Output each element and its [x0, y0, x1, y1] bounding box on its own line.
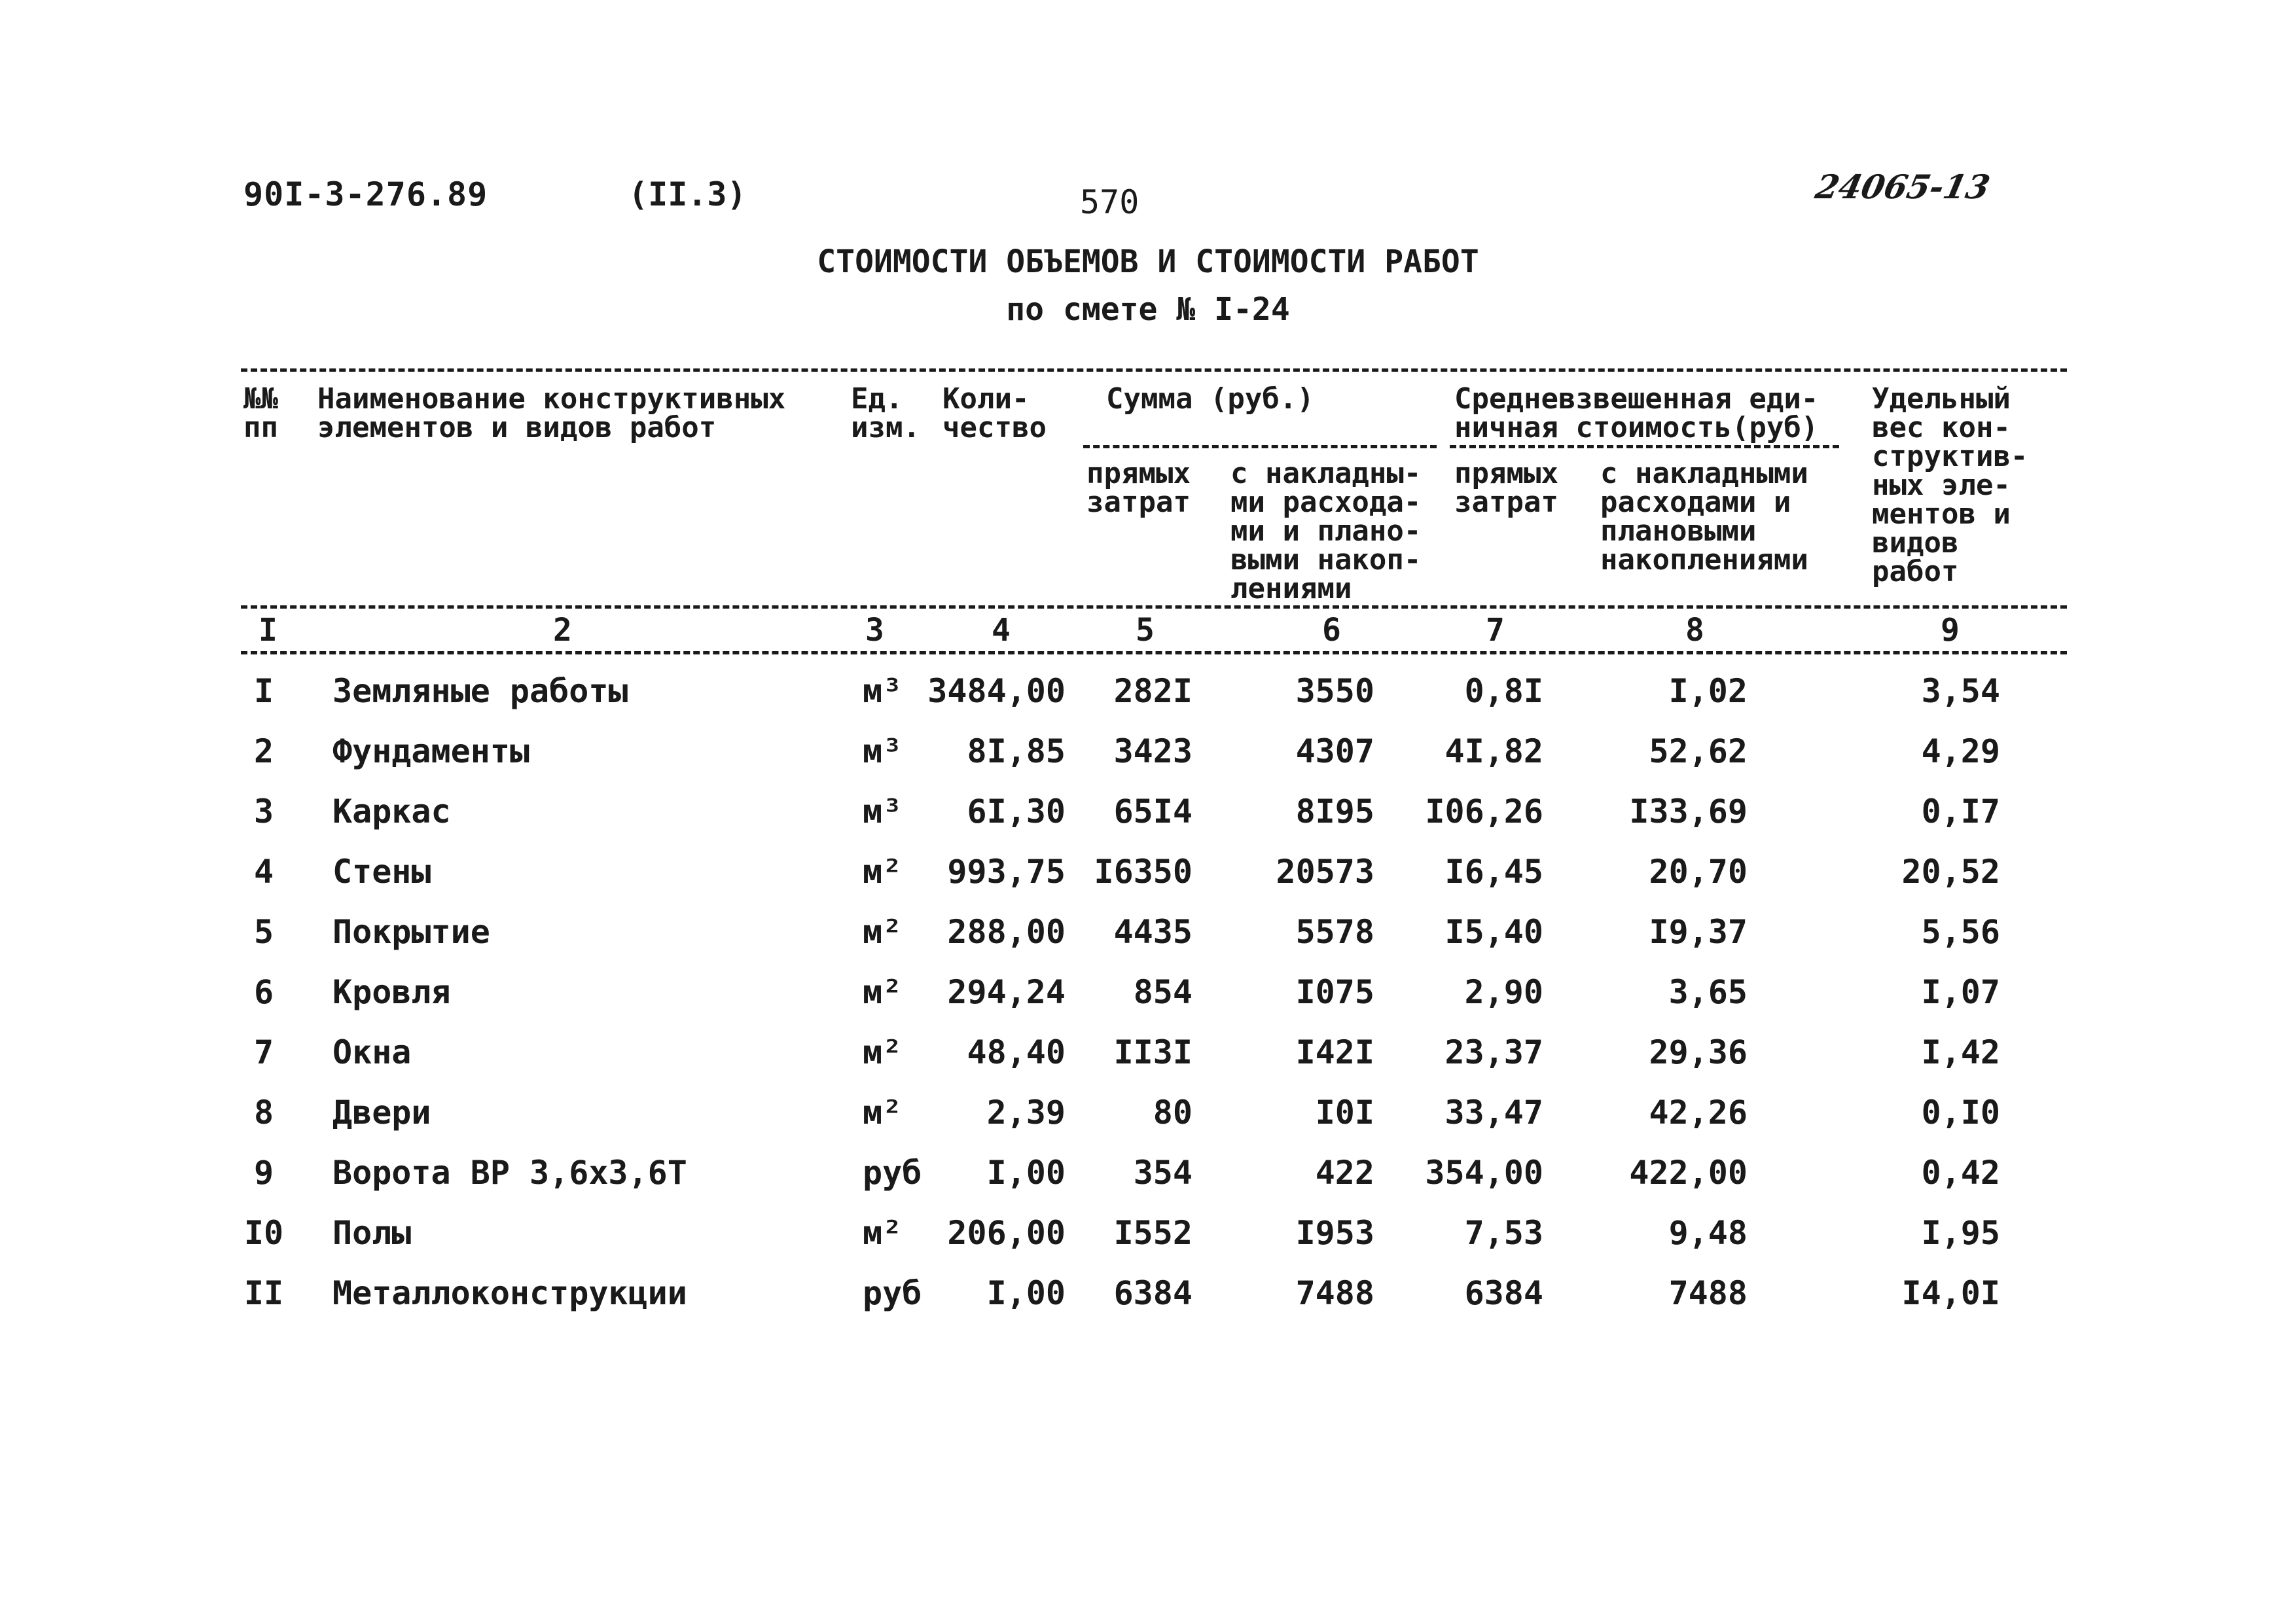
- avg-overhead: 52,62: [1649, 732, 1748, 770]
- specific-weight: 20,52: [1901, 853, 2000, 891]
- column-numbers-rule: [241, 651, 2067, 654]
- handwritten-inventory-number: 24065-13: [1812, 168, 1994, 206]
- direct-costs: 354: [1133, 1154, 1193, 1192]
- avg-direct: 23,37: [1444, 1033, 1543, 1071]
- avg-overhead: I33,69: [1629, 793, 1748, 830]
- direct-costs: I6350: [1094, 853, 1193, 891]
- page-number: 570: [1080, 183, 1139, 221]
- specific-weight: 5,56: [1921, 913, 2000, 951]
- unit: м³: [863, 793, 903, 830]
- row-number: 9: [253, 1154, 274, 1192]
- specific-weight: I,42: [1921, 1033, 2000, 1071]
- avg-direct: 4I,82: [1444, 732, 1543, 770]
- table-row: [0, 665, 2296, 717]
- direct-costs: 80: [1153, 1094, 1193, 1132]
- avg-overhead: 9,48: [1668, 1214, 1748, 1252]
- quantity: 8I,85: [967, 732, 1066, 770]
- work-name: Ворота ВР 3,6х3,6Т: [332, 1154, 687, 1192]
- avg-group-rule: [1450, 445, 1839, 448]
- header-bottom-rule: [241, 605, 2067, 609]
- specific-weight: 0,42: [1921, 1154, 2000, 1192]
- avg-direct: 2,90: [1464, 973, 1543, 1011]
- row-number: 4: [253, 853, 274, 891]
- overhead-costs: 7488: [1295, 1274, 1374, 1312]
- quantity: 2,39: [986, 1094, 1066, 1132]
- unit: м²: [863, 1033, 903, 1071]
- row-number: I0: [243, 1214, 284, 1252]
- unit: руб: [863, 1274, 922, 1312]
- row-number: 7: [253, 1033, 274, 1071]
- table-row: [0, 966, 2296, 1018]
- column-number: I: [259, 612, 278, 649]
- column-number: 3: [865, 612, 884, 649]
- unit: м²: [863, 913, 903, 951]
- avg-overhead: 3,65: [1668, 973, 1748, 1011]
- header-quantity: Коли- чество: [942, 382, 1047, 444]
- work-name: Двери: [332, 1094, 431, 1132]
- work-name: Кровля: [332, 973, 451, 1011]
- column-number: 2: [553, 612, 572, 649]
- quantity: 6I,30: [967, 793, 1066, 830]
- row-number: 6: [253, 973, 274, 1011]
- header-unit: Ед. изм.: [851, 382, 920, 444]
- specific-weight: I4,0I: [1901, 1274, 2000, 1312]
- direct-costs: 3423: [1113, 732, 1193, 770]
- table-row: [0, 725, 2296, 777]
- direct-costs: 6384: [1113, 1274, 1193, 1312]
- row-number: 2: [253, 732, 274, 770]
- table-row: [0, 1147, 2296, 1199]
- quantity: 3484,00: [927, 672, 1066, 710]
- table-row: [0, 906, 2296, 958]
- direct-costs: 4435: [1113, 913, 1193, 951]
- column-number: 5: [1136, 612, 1155, 649]
- specific-weight: 3,54: [1921, 672, 2000, 710]
- row-number: II: [243, 1274, 284, 1312]
- overhead-costs: I075: [1295, 973, 1374, 1011]
- overhead-costs: 8I95: [1295, 793, 1374, 830]
- header-avg-group: Средневзвешенная еди- ничная стоимость(руб): [1454, 382, 1819, 444]
- avg-direct: I6,45: [1444, 853, 1543, 891]
- direct-costs: I552: [1113, 1214, 1193, 1252]
- row-number: 8: [253, 1094, 274, 1132]
- specific-weight: 0,I7: [1921, 793, 2000, 830]
- quantity: 48,40: [967, 1033, 1066, 1071]
- column-number: 7: [1486, 612, 1505, 649]
- unit: м³: [863, 672, 903, 710]
- quantity: 294,24: [947, 973, 1066, 1011]
- table-row: [0, 785, 2296, 838]
- column-number: 8: [1685, 612, 1704, 649]
- work-name: Окна: [332, 1033, 412, 1071]
- avg-overhead: 422,00: [1629, 1154, 1748, 1192]
- work-name: Земляные работы: [332, 672, 628, 710]
- overhead-costs: I953: [1295, 1214, 1374, 1252]
- document-code: 90I-3-276.89: [243, 175, 488, 213]
- unit: м²: [863, 1214, 903, 1252]
- direct-costs: 282I: [1113, 672, 1193, 710]
- quantity: 288,00: [947, 913, 1066, 951]
- sum-group-rule: [1083, 445, 1437, 448]
- avg-direct: 33,47: [1444, 1094, 1543, 1132]
- specific-weight: 4,29: [1921, 732, 2000, 770]
- row-number: I: [253, 672, 274, 710]
- overhead-costs: I42I: [1295, 1033, 1374, 1071]
- table-row: [0, 1267, 2296, 1319]
- document-subtitle: по смете № I-24: [1006, 291, 1290, 328]
- work-name: Стены: [332, 853, 431, 891]
- avg-direct: I5,40: [1444, 913, 1543, 951]
- section-number: (II.3): [628, 175, 747, 213]
- overhead-costs: 5578: [1295, 913, 1374, 951]
- specific-weight: 0,I0: [1921, 1094, 2000, 1132]
- quantity: 206,00: [947, 1214, 1066, 1252]
- avg-overhead: 42,26: [1649, 1094, 1748, 1132]
- avg-overhead: 20,70: [1649, 853, 1748, 891]
- specific-weight: I,95: [1921, 1214, 2000, 1252]
- table-row: [0, 1207, 2296, 1259]
- table-row: [0, 1086, 2296, 1139]
- overhead-costs: 422: [1315, 1154, 1374, 1192]
- avg-direct: 354,00: [1425, 1154, 1543, 1192]
- quantity: I,00: [986, 1274, 1066, 1312]
- row-number: 3: [253, 793, 274, 830]
- table-row: [0, 846, 2296, 898]
- header-overhead-costs: с накладны- ми расхода- ми и плано- выми накоп- лениями: [1230, 457, 1422, 605]
- specific-weight: I,07: [1921, 973, 2000, 1011]
- unit: м²: [863, 973, 903, 1011]
- work-name: Металлоконструкции: [332, 1274, 687, 1312]
- avg-overhead: I,02: [1668, 672, 1748, 710]
- avg-overhead: 29,36: [1649, 1033, 1748, 1071]
- table-row: [0, 1026, 2296, 1079]
- avg-direct: I06,26: [1425, 793, 1543, 830]
- header-specific-weight: Удельный вес кон- структив- ных эле- ментов и видов работ: [1872, 382, 2028, 588]
- header-sum-group: Сумма (руб.): [1106, 382, 1314, 416]
- direct-costs: 65I4: [1113, 793, 1193, 830]
- avg-direct: 7,53: [1464, 1214, 1543, 1252]
- document-title: СТОИМОСТИ ОБЪЕМОВ И СТОИМОСТИ РАБОТ: [817, 243, 1479, 280]
- work-name: Покрытие: [332, 913, 490, 951]
- column-number: 4: [992, 612, 1011, 649]
- overhead-costs: 3550: [1295, 672, 1374, 710]
- quantity: 993,75: [947, 853, 1066, 891]
- column-number: 9: [1941, 612, 1960, 649]
- overhead-costs: I0I: [1315, 1094, 1374, 1132]
- overhead-costs: 20573: [1276, 853, 1374, 891]
- direct-costs: II3I: [1113, 1033, 1193, 1071]
- unit: м³: [863, 732, 903, 770]
- unit: м²: [863, 853, 903, 891]
- unit: руб: [863, 1154, 922, 1192]
- header-name: Наименование конструктивных элементов и видов работ: [317, 382, 786, 444]
- column-number: 6: [1322, 612, 1341, 649]
- direct-costs: 854: [1133, 973, 1193, 1011]
- header-avg-direct: прямых затрат: [1454, 457, 1558, 519]
- header-avg-overhead: с накладными расходами и плановыми накоплениями: [1600, 457, 1808, 577]
- avg-overhead: 7488: [1668, 1274, 1748, 1312]
- header-direct-costs: прямых затрат: [1086, 457, 1191, 519]
- unit: м²: [863, 1094, 903, 1132]
- quantity: I,00: [986, 1154, 1066, 1192]
- header-row-number: №№ пп: [243, 382, 278, 444]
- work-name: Полы: [332, 1214, 412, 1252]
- avg-overhead: I9,37: [1649, 913, 1748, 951]
- row-number: 5: [253, 913, 274, 951]
- avg-direct: 0,8I: [1464, 672, 1543, 710]
- overhead-costs: 4307: [1295, 732, 1374, 770]
- work-name: Каркас: [332, 793, 451, 830]
- table-top-rule: [241, 368, 2067, 372]
- avg-direct: 6384: [1464, 1274, 1543, 1312]
- work-name: Фундаменты: [332, 732, 530, 770]
